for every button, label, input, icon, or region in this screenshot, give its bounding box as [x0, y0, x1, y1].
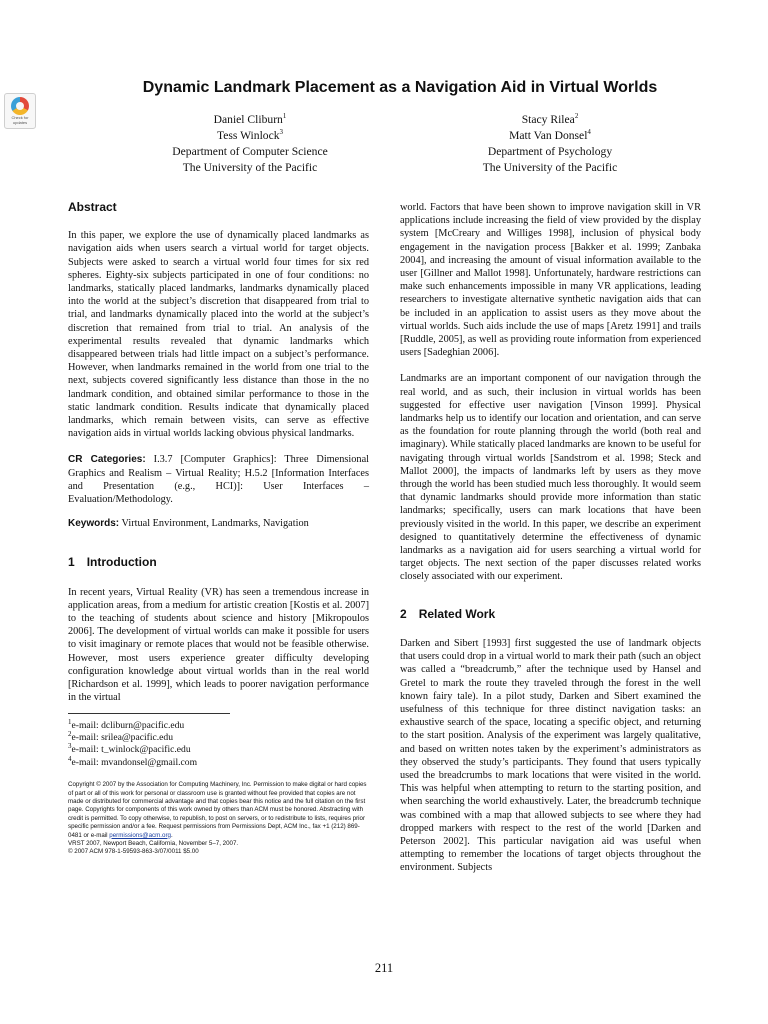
author-block-left [120, 112, 380, 176]
venue-line: VRST 2007, Newport Beach, California, November 5–7, 2007. [68, 839, 239, 847]
crossmark-icon [11, 97, 29, 115]
abstract-heading: Abstract [68, 200, 117, 214]
footnotes [68, 717, 369, 770]
introduction-text: In recent years, Virtual Reality (VR) has seen a tremendous increase in application areas, from a medium for artistic creation [Kostis et al. 2007] to the teaching of students about science and history [Mikropoulos 2006]. The development of virtual worlds can make it possible for users to visit imaginary or remote places that would not be feasible otherwise. However, most users experience greater difficulty developing configuration knowledge about virtual worlds than in the real world [Richardson et al. 1999], which leads to poorer navigation performance in the virtual [68, 586, 369, 704]
related-work-heading: 2 Related Work [400, 606, 496, 621]
footnote-email[interactable]: $^2$e-mail: srilea@pacific.edu [68, 729, 174, 743]
copyright-notice: Copyright © 2007 by the Association for Computing Machinery, Inc. Permission to make digital or hard copies of part or all of this work for personal or classroom use is granted without fee provided that copies are not made or distributed for commercial advantage and that copies bear this notice and the full citation on the first page. Copyrights for components of this work owned by others than ACM must be honored. Abstracting with credit is permitted. To copy otherwise, to republish, to post on servers, or to redistribute to lists, requires prior specific permission and/or a fee. Request permissions from Permissions Dept, ACM Inc., fax +1 (212) 869-0481 or e-mail permissions@acm.org. VRST 2007, Newport Beach, California, November 5–7, 2007. © 2007 ACM 978-1-59593-863-3/07/0011 $5.00 [68, 781, 367, 856]
author-name: Stacy Rilea$^2$ [521, 112, 579, 126]
author-name: Matt Van Donsel$^4$ [509, 128, 591, 142]
author-name: Daniel Cliburn$^1$ [213, 112, 287, 126]
affiliation-department: Department of Psychology [487, 145, 613, 158]
page-number: 211 [374, 961, 394, 975]
isbn-line: © 2007 ACM 978-1-59593-863-3/07/0011 $5.00 [68, 848, 199, 856]
cr-categories: CR Categories: I.3.7 [Computer Graphics]: Three Dimensional Graphics and Realism – Virtual Reality; H.5.2 [Information Interfaces and Presentation (e.g., HCI)]: User Interfaces – Evaluation/Methodology. [68, 454, 369, 506]
related-work-text: Darken and Sibert [1993] first suggested the use of landmark objects that users could drop in a virtual world to mark their path (such an object was called a “breadcrumb,” after the technique used by Hansel and Gretel to mark the route they traveled through the forest in the well known fairy tale). In a pilot study, Darken and Sibert examined the usefulness of this technique for three distinct navigation tasks: an exhaustive search of the space, locating a specific object, and returning to the start position. Analysis of the experiment was largely qualitative, and based on written notes taken by the experiment’s administrators as they observed the study’s participants. They found that users typically used the breadcrumbs to mark locations that were visited in the world. This was helpful when attempting to return to the starting position, and when searching the world exhaustively. Later, the breadcrumb technique was combined with a map that allowed subjects to see where they had dropped markers with respect to the rest of the world [Darken and Peterson 2002]. This particular navigation aid was useful when attempting to remember the locations of target objects throughout the environment. Subjects [400, 637, 701, 874]
affiliation-department: Department of Computer Science [172, 145, 328, 158]
badge-label-line1: Check for [11, 115, 29, 120]
abstract-text: In this paper, we explore the use of dynamically placed landmarks as navigation aids when users search a virtual world for target objects. Subjects were asked to search a virtual world four times for six red spheres. Eighty-six subjects participated in one of four conditions: no landmarks, statically placed landmarks, landmarks dynamically placed into the world at the subject’s discretion that disappeared from trial to trial, and landmarks dynamically placed into the world at the subject’s discretion that remained from trial to trial. An analysis of the experimental results revealed that dynamic landmarks which disappeared between trials had little impact on a subject’s performance. However, when landmarks remained in the world from one trial to the next, subjects covered significantly less distance than those in the no landmark condition, and obtained similar performance to those in the static landmark condition. Results indicate that dynamically placed landmarks, which remain between visits, can serve as effective navigation aids in virtual worlds lacking obvious physical landmarks. [68, 230, 369, 440]
affiliation-university: The University of the Pacific [182, 161, 318, 174]
landmarks-paragraph: Landmarks are an important component of our navigation through the real world, and as such, their inclusion in virtual worlds has been suggested for effective user navigation [Vinson 1999]. Physical landmarks help us to identify our location and orientation, and can serve as the foundation for route planning through the world (both real and imaginary). While statically placed landmarks are known to be useful for navigating through virtual worlds [Sandstrom et al. 1998; Steck and Mallot 2000], the impacts of landmarks left by users as they move through the world has been studied much less thoroughly. It would seem that dynamic landmarks should provide more information than static landmarks; specifically, users can mark locations that have been previously visited in the world. In this paper, we describe an experiment designed to quantitatively determine the effectiveness of dynamic landmarks as a navigation aid for users searching a virtual world for target objects. The next section of the paper discusses related works closely associated with our experiment. [400, 373, 701, 583]
footnote-email[interactable]: $^3$e-mail: t_winlock@pacific.edu [68, 742, 191, 756]
footnote-email[interactable]: $^1$e-mail: dcliburn@pacific.edu [68, 717, 185, 731]
footnote-divider [68, 713, 230, 714]
badge-label-line2: updates [12, 120, 28, 125]
affiliation-university: The University of the Pacific [482, 161, 618, 174]
intro-continued-paragraph: world. Factors that have been shown to improve navigation skill in VR applications include increasing the field of view provided by the display system [McCreary and Williges 1998], inclusion of physical body engagement in the navigation process [Bakker et al. 1999; Zanbaka 2004], and increasing the amount of visual information available to the user [Gillner and Mallot 1998]. Unfortunately, hardware restrictions can make such enhancements impossible in many VR applications, leading researchers to investigate alternative synthetic navigation aids that can be included in an application to assist users as they move about the virtual worlds. Such aids include the use of maps [Aretz 1991] and trails [Ruddle, 2005], as well as providing route information from experienced users [Sadeghian 2006]. [400, 202, 701, 359]
introduction-heading: 1 Introduction [68, 555, 157, 570]
right-column [400, 201, 701, 875]
left-column [68, 201, 369, 857]
footnote-email[interactable]: $^4$e-mail: mvandonsel@gmail.com [68, 754, 198, 768]
keywords: Keywords: Virtual Environment, Landmarks, Navigation [68, 518, 309, 530]
check-for-updates-badge[interactable] [4, 93, 36, 129]
author-block-right [420, 112, 680, 176]
author-name: Tess Winlock$^3$ [216, 128, 284, 142]
paper-title: Dynamic Landmark Placement as a Navigation Aid in Virtual Worlds [142, 79, 658, 96]
permissions-email-link[interactable]: permissions@acm.org [109, 831, 171, 839]
